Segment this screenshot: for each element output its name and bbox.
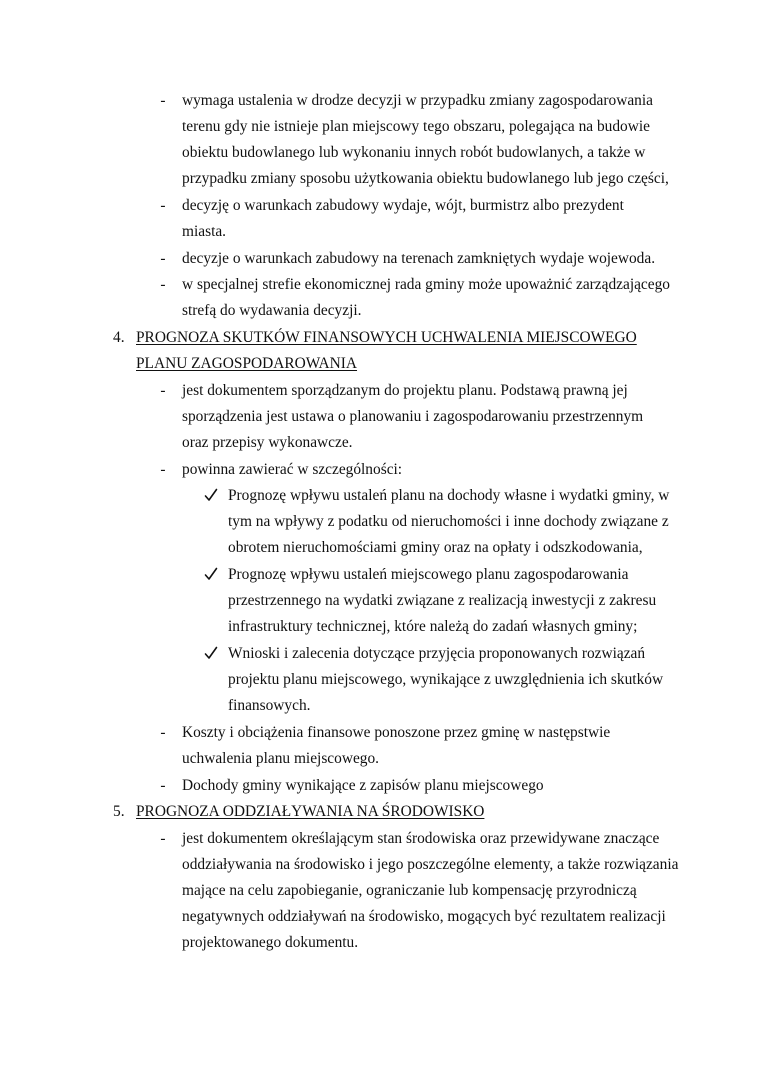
bullet-dash: - (160, 92, 166, 109)
text-line: projektu planu miejscowego, wynikające z uwzględnienia ich skutków (228, 671, 664, 688)
checkmark-icon (204, 566, 218, 582)
text-line: negatywnych oddziaływań na środowisko, mogących być rezultatem realizacji (182, 908, 666, 925)
text-line: Wnioski i zalecenia dotyczące przyjęcia proponowanych rozwiązań (228, 645, 646, 662)
text-line: tym na wpływy z podatku od nieruchomości i inne dochody związane z (228, 513, 669, 530)
text-line: w specjalnej strefie ekonomicznej rada gminy może upoważnić zarządzającego (182, 276, 670, 293)
text-line: mające na celu zapobieganie, ograniczanie lub kompensację przyrodniczą (182, 882, 637, 899)
text-line: oraz przepisy wykonawcze. (182, 434, 353, 451)
text-line: strefą do wydawania decyzji. (182, 302, 362, 319)
section-heading: PROGNOZA SKUTKÓW FINANSOWYCH UCHWALENIA MIEJSCOWEGO (136, 329, 637, 346)
text-line: miasta. (182, 223, 227, 240)
text-line: jest dokumentem określającym stan środowiska oraz przewidywane znaczące (182, 830, 660, 847)
bullet-dash: - (160, 276, 166, 293)
text-line: przypadku zmiany sposobu użytkowania obiektu budowlanego lub jego części, (182, 170, 669, 187)
text-line: jest dokumentem sporządzanym do projektu planu. Podstawą prawną jej (182, 382, 628, 399)
text-line: Prognozę wpływu ustaleń miejscowego planu zagospodarowania (228, 566, 629, 583)
text-line: decyzję o warunkach zabudowy wydaje, wójt, burmistrz albo prezydent (182, 197, 624, 214)
bullet-dash: - (160, 197, 166, 214)
bullet-dash: - (160, 461, 166, 478)
bullet-dash: - (160, 382, 166, 399)
text-line: wymaga ustalenia w drodze decyzji w przypadku zmiany zagospodarowania (182, 92, 653, 109)
section-number: 4. (113, 329, 125, 346)
text-line: Koszty i obciążenia finansowe ponoszone przez gminę w następstwie (182, 724, 611, 741)
text-line: sporządzenia jest ustawa o planowaniu i zagospodarowaniu przestrzennym (182, 408, 644, 425)
section-number: 5. (113, 803, 125, 820)
checkmark-icon (204, 487, 218, 503)
text-line: uchwalenia planu miejscowego. (182, 750, 380, 767)
text-line: decyzje o warunkach zabudowy na terenach zamkniętych wydaje wojewoda. (182, 250, 656, 267)
text-line: powinna zawierać w szczególności: (182, 461, 403, 478)
bullet-dash: - (160, 777, 166, 794)
text-line: obiektu budowlanego lub wykonaniu innych robót budowlanych, a także w (182, 144, 646, 161)
text-line: Prognozę wpływu ustaleń planu na dochody własne i wydatki gminy, w (228, 487, 670, 504)
bullet-dash: - (160, 830, 166, 847)
checkmark-icon (204, 645, 218, 661)
text-line: projektowanego dokumentu. (182, 934, 359, 951)
text-line: przestrzennego na wydatki związane z realizacją inwestycji z zakresu (228, 592, 657, 609)
text-line: infrastruktury technicznej, które należą do zadań własnych gminy; (228, 618, 638, 635)
section-heading: PLANU ZAGOSPODAROWANIA (136, 355, 358, 372)
text-line: oddziaływania na środowisko i jego poszczególne elementy, a także rozwiązania (182, 856, 679, 873)
section-heading: PROGNOZA ODDZIAŁYWANIA NA ŚRODOWISKO (136, 803, 485, 820)
text-line: obrotem nieruchomościami gminy oraz na opłaty i odszkodowania, (228, 539, 643, 556)
text-line: terenu gdy nie istnieje plan miejscowy tego obszaru, polegająca na budowie (182, 118, 650, 135)
bullet-dash: - (160, 250, 166, 267)
bullet-dash: - (160, 724, 166, 741)
text-line: Dochody gminy wynikające z zapisów planu miejscowego (182, 777, 544, 794)
text-line: finansowych. (228, 697, 311, 714)
